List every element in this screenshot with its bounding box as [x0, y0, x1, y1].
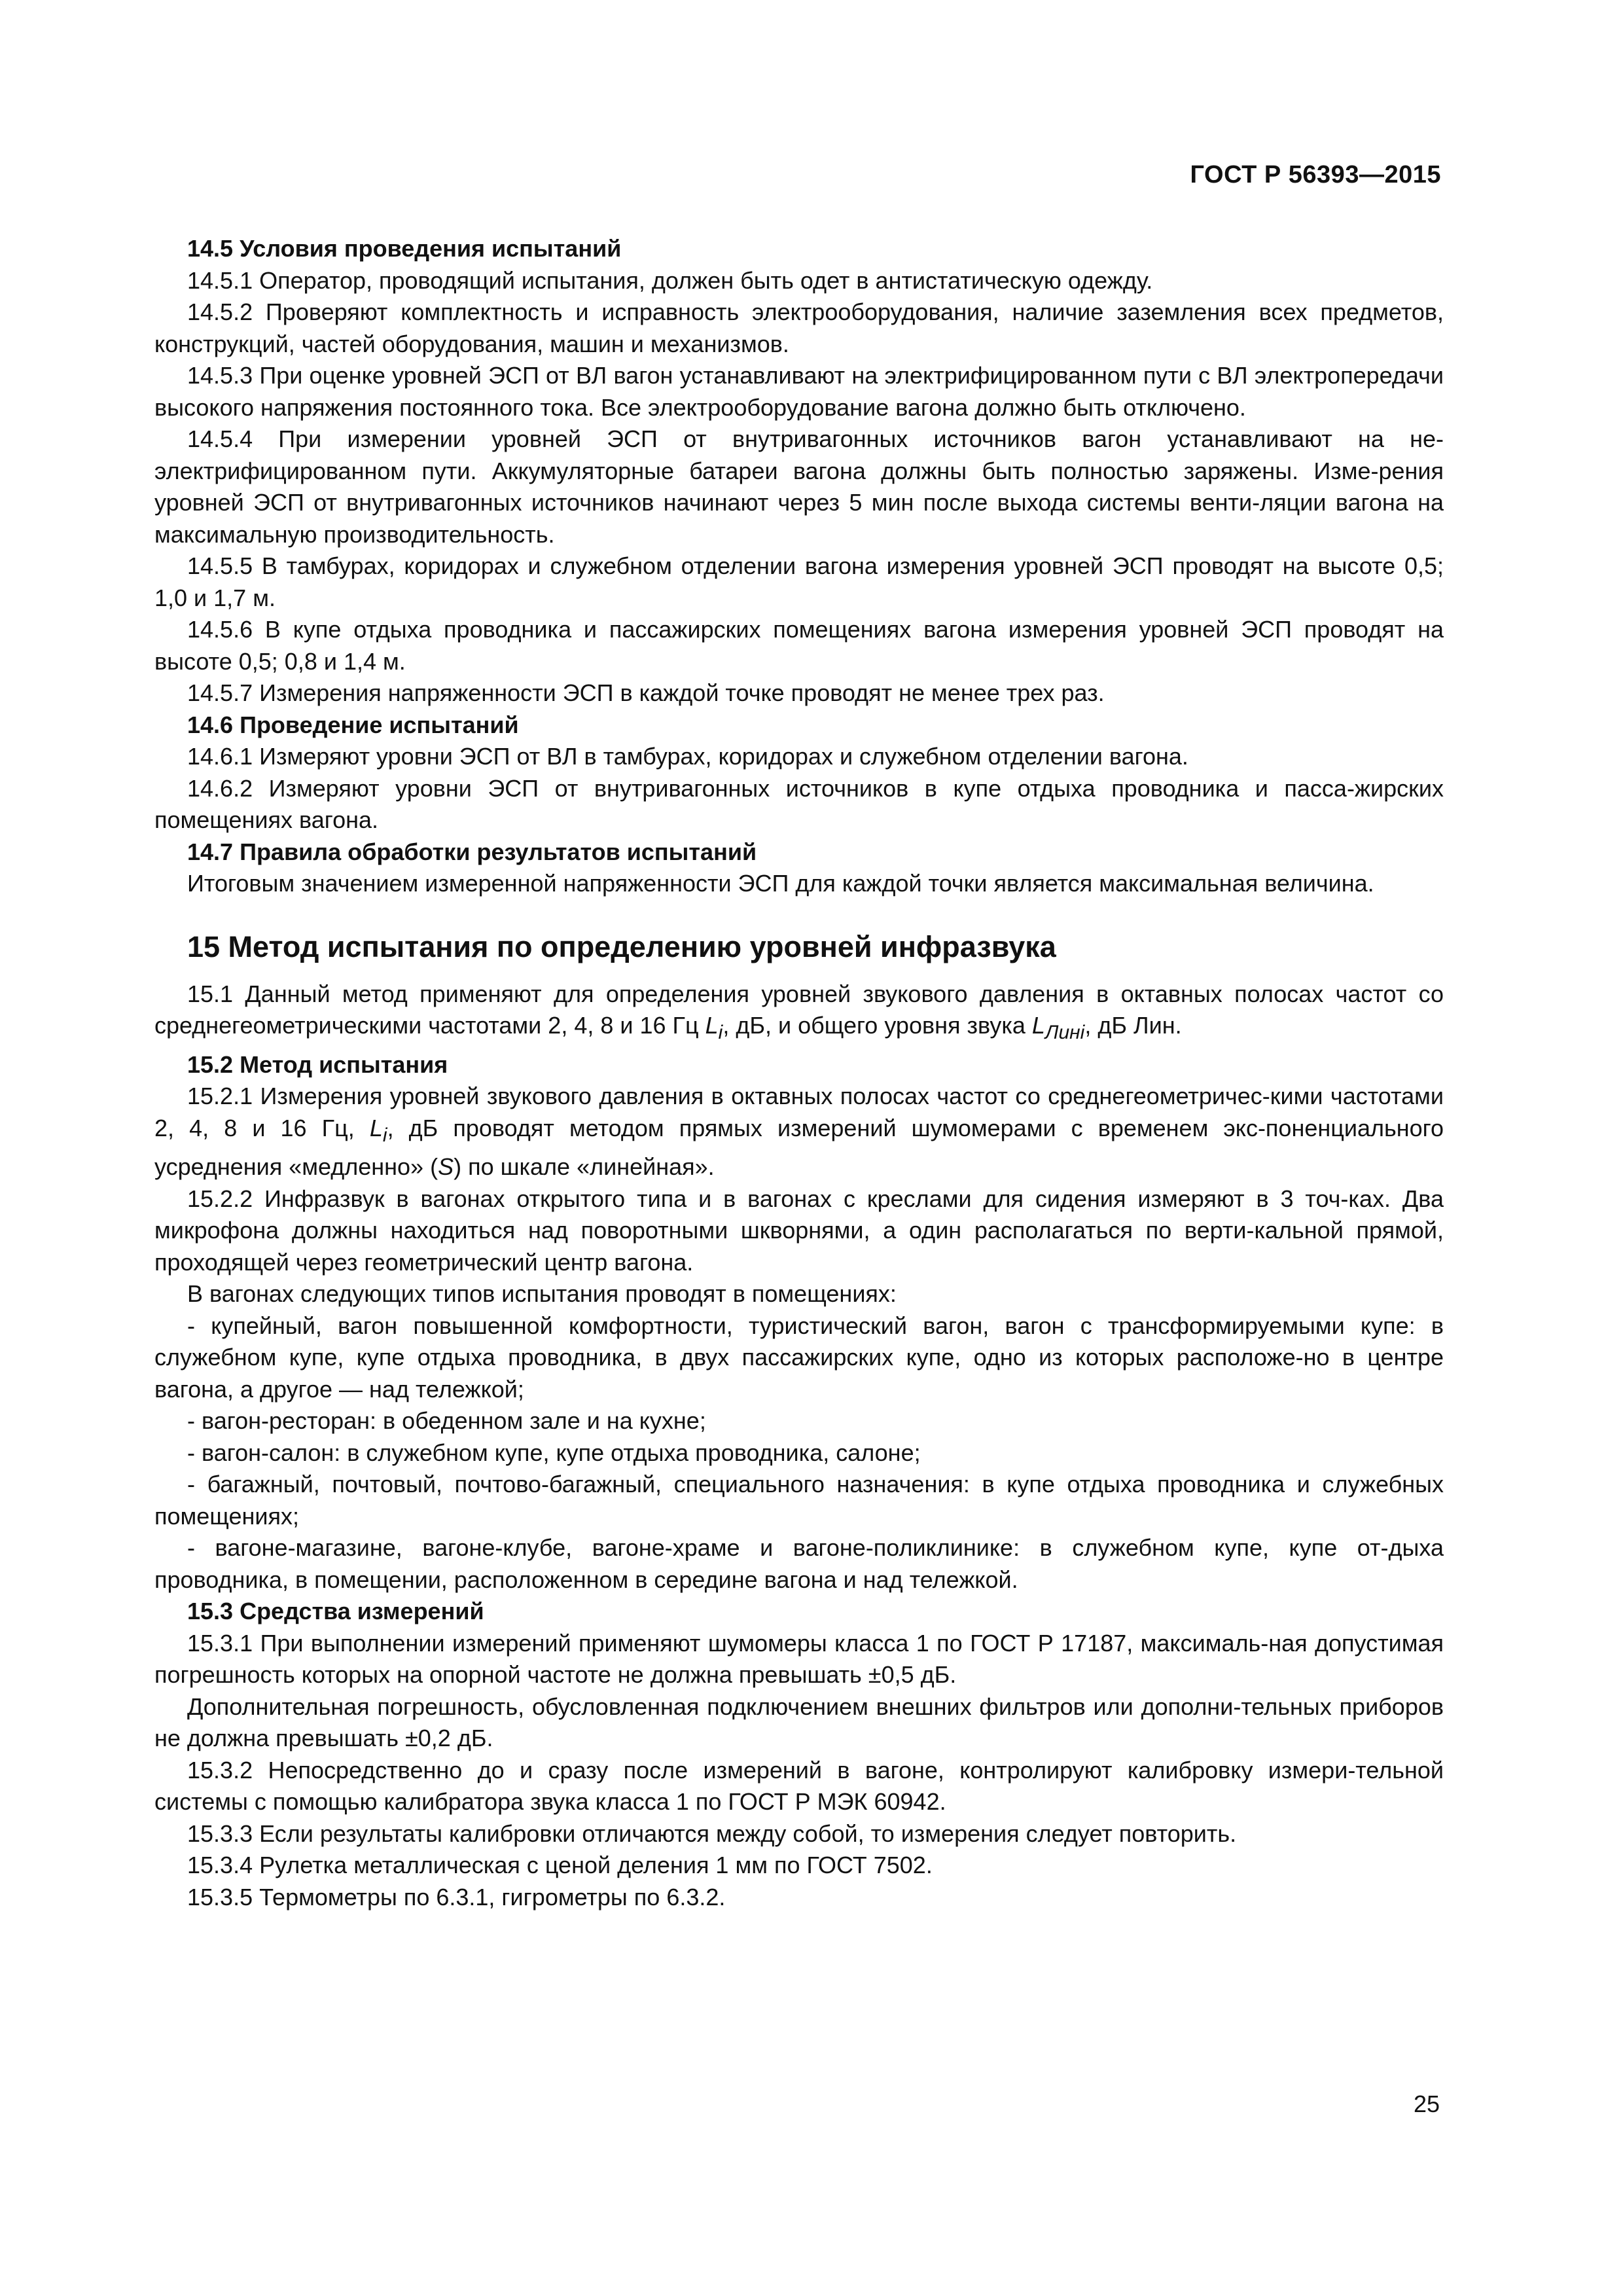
paragraph-15-3-1: 15.3.1 При выполнении измерений применяют шумомеры класса 1 по ГОСТ Р 17187, максималь-ная допустимая погрешность которых на опорной частоте не должна превышать ±0,5 дБ. — [154, 1629, 1444, 1689]
list-item-baggage: - багажный, почтовый, почтово-багажный, специального назначения: в купе отдыха проводника и служебных помещениях; — [154, 1471, 1444, 1530]
text-run: , дБ проводят методом прямых измерений шумомерами с временем экс-поненциального усреднения «медленно» ( — [154, 1114, 1444, 1181]
paragraph-14-5-4: 14.5.4 При измерении уровней ЭСП от внутривагонных источников вагон устанавливают на не-электрифицированном пути. Аккумуляторные батареи вагона должны быть полностью заряжены. Изме-рения уровней ЭСП от внутривагонных источников начинают через 5 мин после выхода системы венти-ляции вагона на максимальную производительность. — [154, 425, 1444, 548]
paragraph-14-7: Итоговым значением измеренной напряженности ЭСП для каждой точки является максимальная величина. — [187, 870, 1374, 897]
symbol-L: L — [369, 1114, 383, 1141]
symbol-S: S — [438, 1153, 454, 1181]
list-item-coupe: - купейный, вагон повышенной комфортности, туристический вагон, вагон с трансформируемыми купе: в служебном купе, купе отдыха проводника, в двух пассажирских купе, одно из которых расположе-но в центре вагона, а другое — над тележкой; — [154, 1312, 1444, 1403]
paragraph-15-2-types-intro: В вагонах следующих типов испытания проводят в помещениях: — [187, 1280, 897, 1308]
section-heading-14-5: 14.5 Условия проведения испытаний — [187, 235, 622, 262]
paragraph-15-3-2: 15.3.2 Непосредственно до и сразу после измерений в вагоне, контролируют калибровку измери-тельной системы с помощью калибратора звука класса 1 по ГОСТ Р МЭК 60942. — [154, 1756, 1444, 1816]
paragraph-14-5-7: 14.5.7 Измерения напряженности ЭСП в каждой точке проводят не менее трех раз. — [187, 679, 1105, 706]
section-heading-15-3: 15.3 Средства измерений — [187, 1598, 484, 1625]
text-run: , дБ Лин. — [1084, 1012, 1182, 1039]
symbol-L: L — [705, 1012, 719, 1039]
list-item-salon: - вагон-салон: в служебном купе, купе отдыха проводника, салоне; — [187, 1439, 921, 1466]
document-code: ГОСТ Р 56393—2015 — [1190, 161, 1441, 188]
section-heading-14-7: 14.7 Правила обработки результатов испытаний — [187, 838, 757, 865]
paragraph-14-5-5: 14.5.5 В тамбурах, коридорах и служебном отделении вагона измерения уровней ЭСП проводят на высоте 0,5; 1,0 и 1,7 м. — [154, 552, 1444, 611]
paragraph-14-6-2: 14.6.2 Измеряют уровни ЭСП от внутривагонных источников в купе отдыха проводника и пасса-жирских помещениях вагона. — [154, 774, 1444, 833]
paragraph-15-3-5: 15.3.5 Термометры по 6.3.1, гигрометры по 6.3.2. — [187, 1883, 726, 1910]
symbol-subscript: i — [718, 1022, 723, 1044]
paragraph-15-1 — [154, 978, 1444, 1049]
paragraph-14-5-1: 14.5.1 Оператор, проводящий испытания, должен быть одет в антистатическую одежду. — [187, 266, 1153, 294]
section-heading-15-2: 15.2 Метод испытания — [187, 1050, 448, 1078]
text-run: , дБ, и общего уровня звука — [722, 1012, 1032, 1039]
symbol-subscript: Линi — [1044, 1022, 1085, 1044]
paragraph-15-3-3: 15.3.3 Если результаты калибровки отличаются между собой, то измерения следует повторить. — [187, 1820, 1237, 1847]
paragraph-14-6-1: 14.6.1 Измеряют уровни ЭСП от ВЛ в тамбурах, коридорах и служебном отделении вагона. — [187, 743, 1188, 770]
symbol-L: L — [1031, 1012, 1045, 1039]
document-body — [154, 233, 1444, 1913]
paragraph-15-2-1 — [154, 1081, 1444, 1183]
section-heading-14-6: 14.6 Проведение испытаний — [187, 711, 519, 738]
chapter-heading-15: 15 Метод испытания по определению уровней инфразвука — [187, 929, 1056, 963]
page-number: 25 — [1413, 2090, 1440, 2117]
text-run: ) по шкале «линейная». — [454, 1153, 715, 1181]
paragraph-14-5-6: 14.5.6 В купе отдыха проводника и пассажирских помещениях вагона измерения уровней ЭСП проводят на высоте 0,5; 0,8 и 1,4 м. — [154, 616, 1444, 675]
list-item-shop: - вагоне-магазине, вагоне-клубе, вагоне-храме и вагоне-поликлинике: в служебном купе, купе от-дыха проводника, в помещении, расположенном в середине вагона и над тележкой. — [154, 1534, 1444, 1593]
paragraph-15-2-2: 15.2.2 Инфразвук в вагонах открытого типа и в вагонах с креслами для сидения измеряют в 3 точ-ках. Два микрофона должны находиться над поворотными шкворнями, а один располагаться по верти-кальной прямой, проходящей через геометрический центр вагона. — [154, 1185, 1444, 1276]
paragraph-15-3-4: 15.3.4 Рулетка металлическая с ценой деления 1 мм по ГОСТ 7502. — [187, 1852, 933, 1879]
text-run: 15.1 Данный метод применяют для определения уровней звукового давления в октавных полосах частот со среднегеометрическими частотами 2, 4, 8 и 16 Гц — [154, 980, 1444, 1039]
text-run: 15.2.1 Измерения уровней звукового давления в октавных полосах частот со среднегеометричес-кими частотами 2, 4, 8 и 16 Гц, — [154, 1083, 1444, 1141]
list-item-restaurant: - вагон-ресторан: в обеденном зале и на кухне; — [187, 1407, 706, 1435]
paragraph-14-5-2: 14.5.2 Проверяют комплектность и исправность электрооборудования, наличие заземления всех предметов, конструкций, частей оборудования, машин и механизмов. — [154, 298, 1444, 357]
symbol-subscript: i — [382, 1124, 387, 1146]
paragraph-14-5-3: 14.5.3 При оценке уровней ЭСП от ВЛ вагон устанавливают на электрифицированном пути с ВЛ электропередачи высокого напряжения постоянного тока. Все электрооборудование вагона должно быть отключено. — [154, 362, 1444, 421]
paragraph-15-3-1-extra: Дополнительная погрешность, обусловленная подключением внешних фильтров или дополни-тельных приборов не должна превышать ±0,2 дБ. — [154, 1693, 1444, 1752]
